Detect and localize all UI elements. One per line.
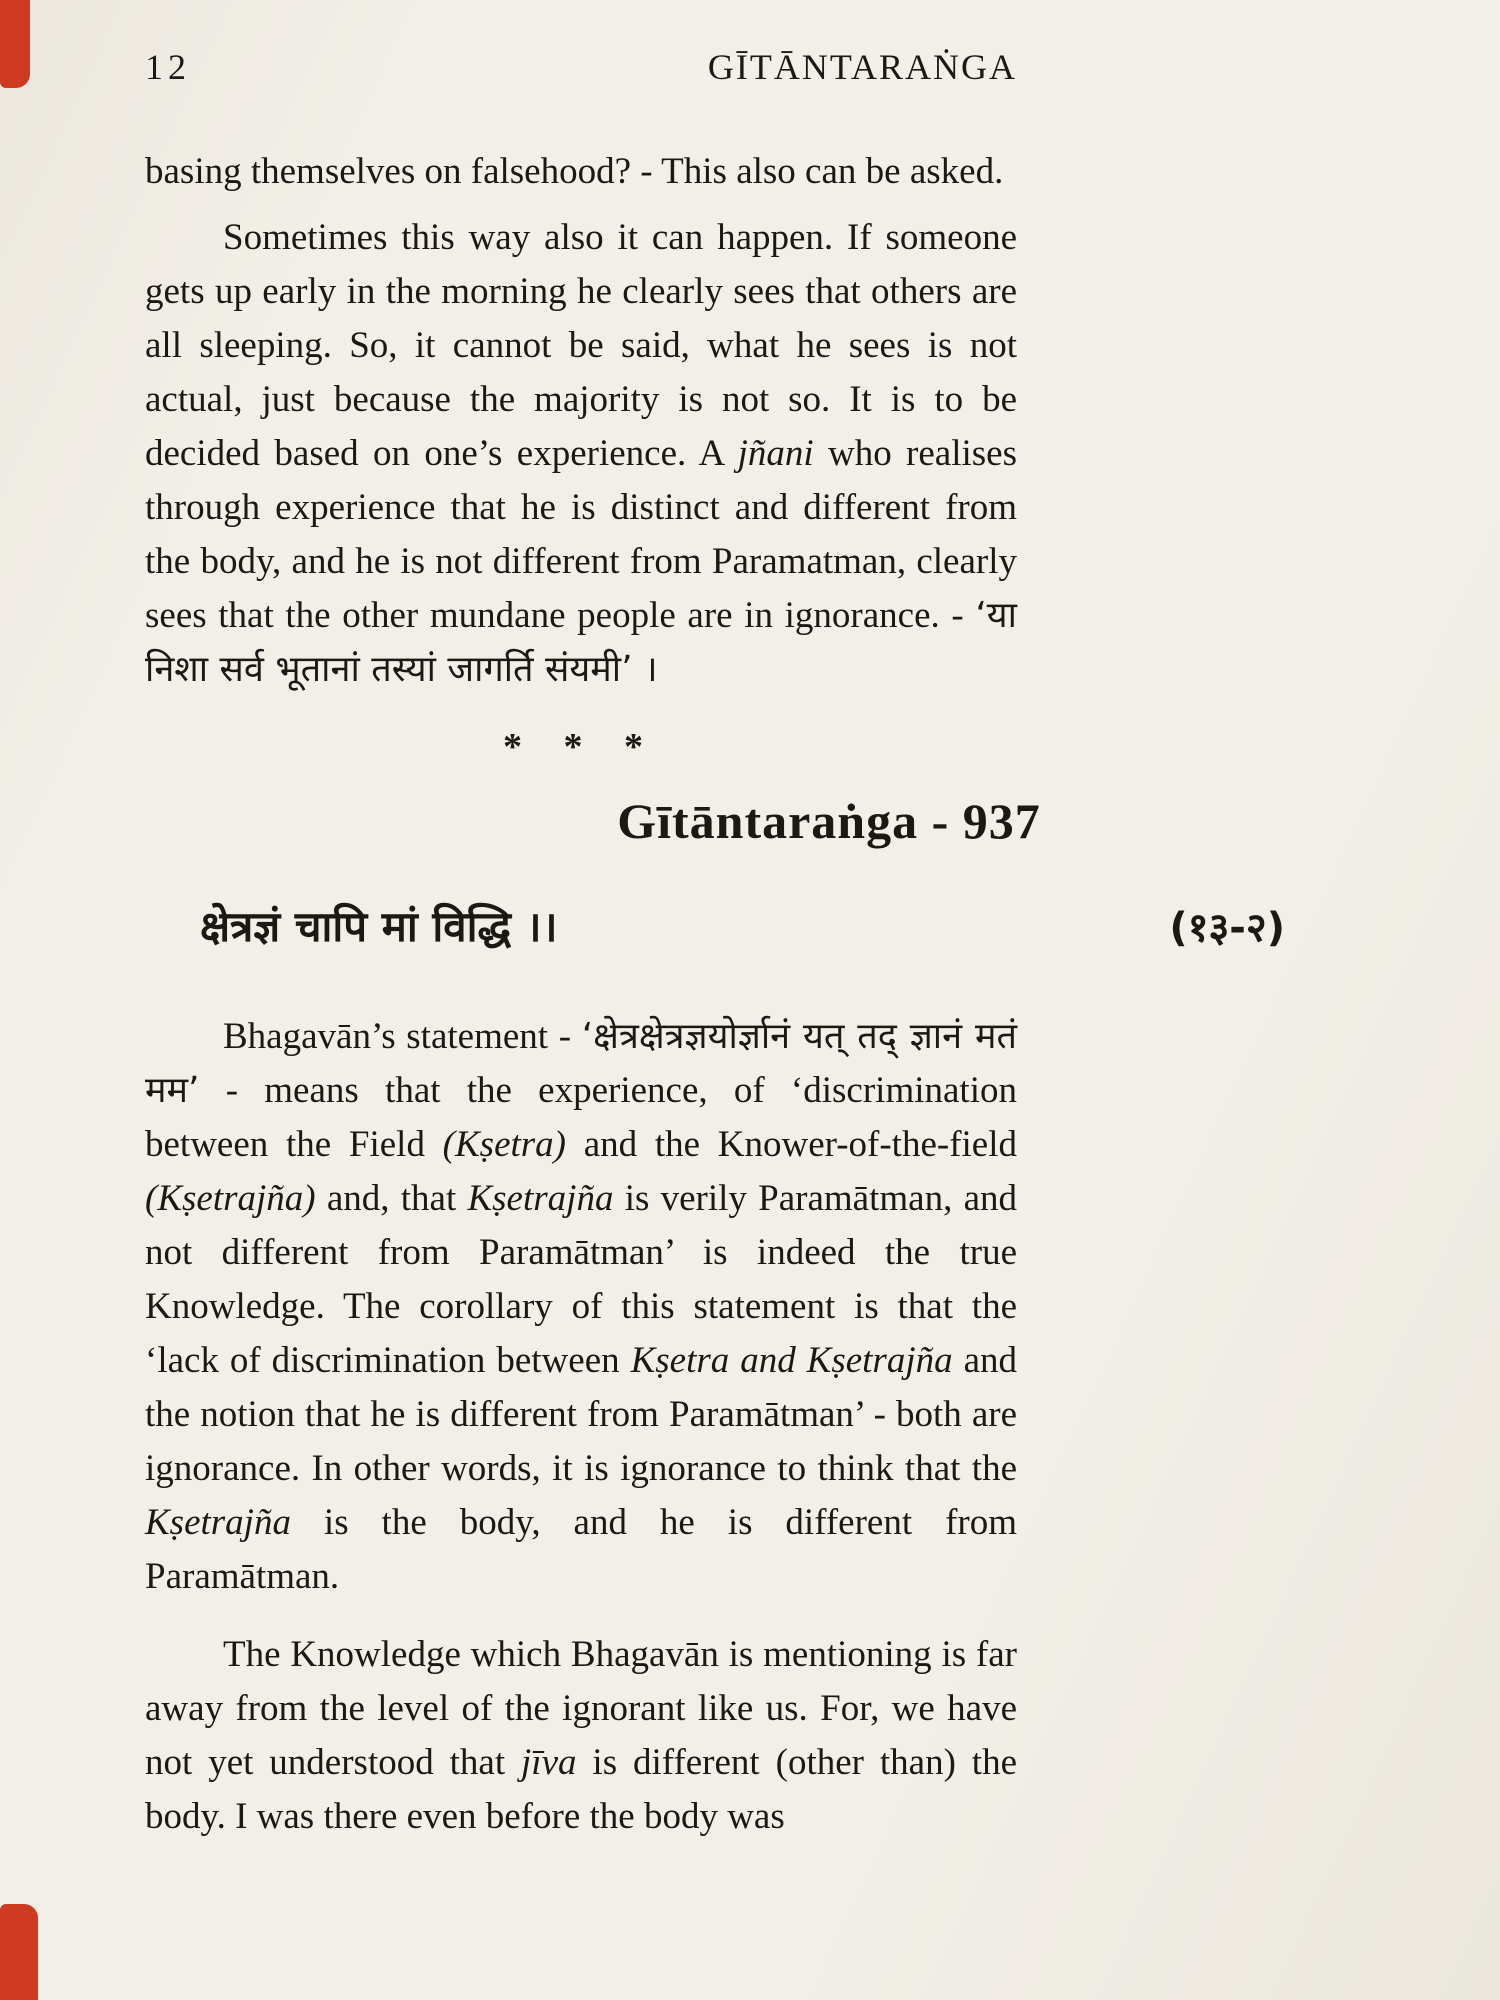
body-text: - means that the experience, of ‘discrimination between the Field <box>145 1070 1017 1165</box>
scan-edge-top-left <box>0 0 30 88</box>
page-number: 12 <box>145 47 191 87</box>
body-text: is verily Paramātman, and not different from Paramātman’ is indeed the true Knowledge. The corollary of this statement is that the ‘lack of discrimination between <box>145 1178 1017 1381</box>
body-text: Bhagavān’s statement - <box>223 1016 582 1057</box>
scan-edge-bottom-left <box>0 1904 38 2000</box>
page-body <box>145 145 1285 1844</box>
verse-row <box>145 897 1285 958</box>
body-text: jñani <box>737 433 814 474</box>
body-text: jīva <box>521 1742 577 1783</box>
body-text: who realises through experience that he is distinct and different from the body, and he is not different from Paramatman, clearly sees that the other mundane people are in ignorance. - <box>145 433 1017 636</box>
body-text: Kṣetrajña <box>145 1502 291 1543</box>
page-content <box>145 45 1285 1844</box>
body-text: Kṣetra and Kṣetrajña <box>630 1340 953 1381</box>
running-header-title: GĪTĀNTARAṄGA <box>707 47 1017 87</box>
body-text: basing themselves on falsehood? - This also can be asked. <box>145 151 1004 192</box>
body-text: and, that <box>315 1178 468 1219</box>
body-text: The Knowledge which Bhagavān is mentioning is far away from the level of the ignorant like us. For, we have not yet understood that <box>145 1634 1017 1783</box>
body-text: Kṣetrajña <box>467 1178 614 1219</box>
body-text: is the body, and he is different from Paramātman. <box>145 1502 1017 1597</box>
body-text: is different (other than) the body. I was there even before the body was <box>145 1742 1018 1837</box>
body-text: and the Knower-of-the-field <box>566 1124 1017 1165</box>
paragraph <box>145 145 1017 199</box>
paragraph <box>145 1628 1017 1844</box>
body-text: (Kṣetra) <box>442 1124 566 1165</box>
sanskrit-quote: ‘या निशा सर्व भूतानां तस्यां जागर्ति संयमी’ । <box>145 595 1017 690</box>
page-header <box>145 45 1017 89</box>
paragraph <box>145 211 1017 697</box>
body-text: Sometimes this way also it can happen. If someone gets up early in the morning he clearly sees that others are all sleeping. So, it cannot be said, what he sees is not actual, just because the majority is not so. It is to be decided based on one’s experience. A <box>145 217 1017 474</box>
body-text: and the notion that he is different from Paramātman’ - both are ignorance. In other words, it is ignorance to think that the <box>145 1340 1017 1489</box>
sanskrit-quote: ‘क्षेत्रक्षेत्रज्ञयोर्ज्ञानं यत् तद् ज्ञानं मतं मम’ <box>145 1016 1017 1111</box>
verse-reference: (१३-२) <box>1169 905 1285 951</box>
verse-sanskrit-text: क्षेत्रज्ञं चापि मां विद्धि ।। <box>200 902 558 951</box>
section-heading: Gītāntaraṅga - 937 <box>617 793 1041 849</box>
section-separator: * * * <box>503 726 659 768</box>
body-text: (Kṣetrajña) <box>145 1178 316 1219</box>
paragraph <box>145 1010 1017 1604</box>
